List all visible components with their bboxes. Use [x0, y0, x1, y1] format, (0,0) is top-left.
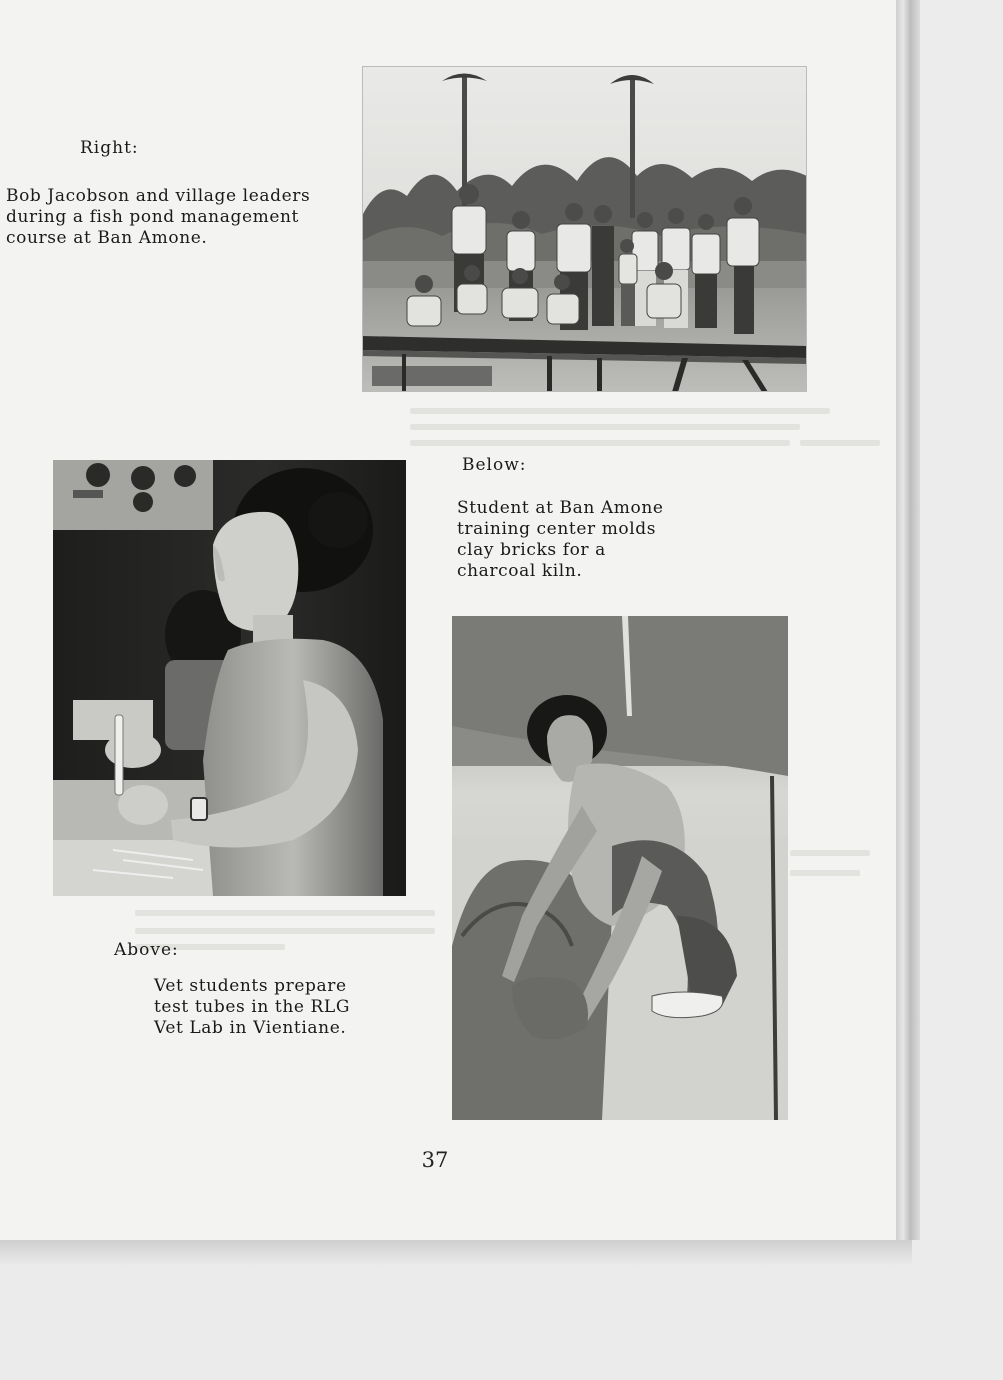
fish-pond-group-photo: [362, 66, 807, 392]
right-caption-label: Right:: [80, 138, 139, 158]
bleed-line: [135, 928, 435, 934]
above-caption-text: Vet students prepare test tubes in the RLG Vet Lab in Vientiane.: [154, 976, 351, 1038]
brick-molding-photo-drawing: [452, 616, 788, 1120]
bleed-line: [790, 870, 860, 876]
bleed-line: [790, 850, 870, 856]
above-caption-label: Above:: [114, 940, 179, 960]
right-caption-text: Bob Jacobson and village leaders during a fish pond management course at Ban Amone.: [6, 186, 311, 248]
vet-lab-photo-drawing: [53, 460, 406, 896]
bleed-line: [135, 910, 435, 916]
bleed-line: [410, 424, 800, 430]
page-number: 37: [421, 1148, 449, 1172]
bleed-line: [800, 440, 880, 446]
book-edge: [896, 0, 920, 1280]
fish-pond-photo-drawing: [362, 66, 807, 392]
below-caption-label: Below:: [462, 455, 527, 475]
scan-bottom: [0, 1240, 1003, 1380]
bleed-line: [410, 440, 790, 446]
below-caption-text: Student at Ban Amone training center molds clay bricks for a charcoal kiln.: [457, 498, 664, 581]
bleed-line: [410, 408, 830, 414]
vet-lab-photo: [53, 460, 406, 896]
brick-molding-photo: [452, 616, 788, 1120]
